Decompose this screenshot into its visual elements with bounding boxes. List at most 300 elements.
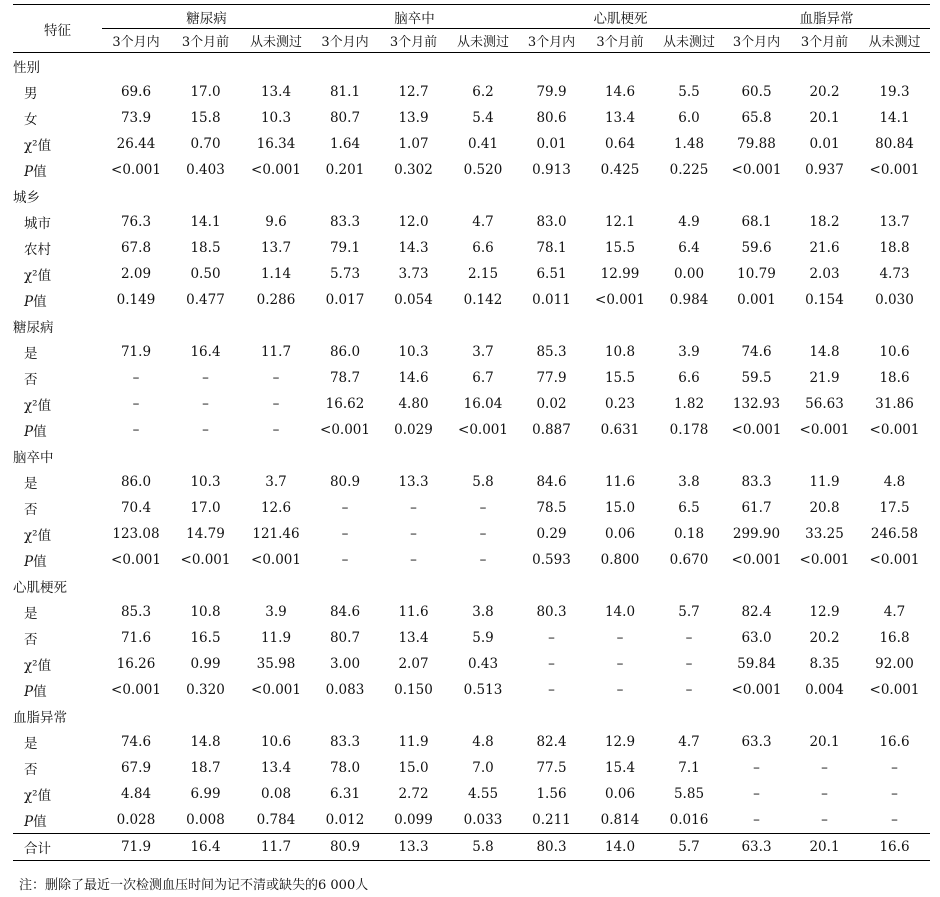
table-cell: 1.82 [673,396,705,412]
table-cell: – [548,630,555,646]
table-cell: 0.149 [116,292,156,308]
table-cell: 12.9 [604,734,636,750]
table-row [13,287,930,313]
table-cell: 1.64 [329,136,361,152]
table-cell: <0.001 [869,162,920,178]
table-cell: 79.1 [329,240,361,256]
row-label: 男 [24,86,38,102]
table-row [13,131,930,157]
table-cell: <0.001 [180,552,231,568]
table-cell: 14.3 [398,240,429,256]
table-cell: 65.8 [741,110,772,126]
table-row [13,209,930,235]
section-row [13,183,930,209]
table-cell: 18.7 [190,760,221,776]
table-cell: – [341,526,349,542]
table-cell: 13.4 [260,84,292,100]
table-cell: 5.85 [673,786,705,802]
table-cell: 5.9 [472,630,494,646]
table-cell: 84.6 [329,604,361,620]
group-header-diabetes: 糖尿病 [102,5,311,29]
table-cell: 18.2 [809,214,840,230]
table-cell: 5.73 [329,266,361,282]
table-cell: 83.3 [741,474,772,490]
section-title: 血脂异常 [13,710,67,726]
row-label: 是 [24,346,38,362]
table-cell: 4.84 [120,786,152,802]
table-cell: 0.425 [600,162,640,178]
total-cell: 63.3 [723,834,790,861]
table-cell: 33.25 [805,526,844,542]
table-cell: 12.7 [398,84,429,100]
row-label: 否 [24,372,38,388]
table-cell: – [685,656,693,672]
table-cell: 74.6 [120,734,152,750]
table-body [13,53,930,861]
table-row [13,781,930,807]
table-cell: – [202,422,209,438]
table-cell: 0.403 [186,162,225,178]
table-cell: 92.00 [875,656,914,672]
subheader-cell: 3个月前 [379,29,448,53]
table-cell: 4.73 [879,266,910,282]
table-cell: 6.6 [472,240,494,256]
row-label: P值 [24,554,47,570]
table-cell: – [616,656,624,672]
table-cell: 14.6 [604,84,636,100]
table-row [13,521,930,547]
table-cell: 82.4 [536,734,567,750]
table-cell: – [753,786,760,802]
table-cell: 0.142 [463,292,503,308]
table-cell: 1.48 [673,136,705,152]
section-row [13,313,930,339]
table-cell: 6.4 [678,240,700,256]
table-cell: 4.80 [398,396,429,412]
table-cell: 59.5 [741,370,772,386]
table-cell: – [132,396,140,412]
table-cell: 20.1 [809,734,840,750]
table-cell: 0.913 [532,162,571,178]
table-cell: <0.001 [458,422,508,438]
table-cell: 0.029 [394,422,433,438]
table-cell: 0.02 [536,396,567,412]
table-row [13,495,930,521]
table-cell: 6.5 [678,500,700,516]
table-cell: 0.012 [325,812,365,828]
data-table-container [13,4,930,861]
table-cell: 0.631 [600,422,640,438]
table-cell: 6.31 [329,786,361,802]
table-cell: 0.008 [186,812,225,828]
table-cell: 123.08 [112,526,160,542]
table-cell: 1.56 [536,786,567,802]
table-cell: 5.4 [472,110,494,126]
section-title: 脑卒中 [13,450,54,466]
table-cell: 84.6 [536,474,567,490]
table-cell: 0.028 [116,812,156,828]
table-cell: 15.5 [604,370,636,386]
table-cell: 16.34 [256,136,296,152]
table-cell: 79.9 [536,84,567,100]
table-cell: <0.001 [111,552,161,568]
table-cell: 0.320 [186,682,225,698]
table-cell: 4.8 [472,734,494,750]
table-cell: – [753,760,760,776]
table-cell: 0.083 [325,682,365,698]
table-cell: 61.7 [741,500,772,516]
table-cell: 2.72 [398,786,429,802]
table-cell: 0.887 [532,422,571,438]
table-cell: 0.286 [256,292,296,308]
table-cell: 14.79 [186,526,225,542]
section-title: 性别 [13,60,40,76]
table-cell: 3.8 [472,604,494,620]
table-cell: 10.6 [879,344,910,360]
table-cell: – [202,370,209,386]
table-cell: 80.3 [536,604,567,620]
table-cell: 20.2 [809,84,840,100]
table-row [13,677,930,703]
section-title: 心肌梗死 [13,580,67,596]
table-cell: – [685,682,693,698]
table-cell: 16.5 [190,630,221,646]
table-cell: 3.9 [678,344,700,360]
table-cell: 85.3 [536,344,567,360]
table-cell: – [821,786,828,802]
section-row [13,703,930,729]
table-cell: 0.011 [532,292,571,308]
table-cell: 1.14 [260,266,292,282]
row-label: 是 [24,476,38,492]
table-cell: 10.3 [260,110,292,126]
table-cell: 0.08 [260,786,292,802]
table-cell: 0.150 [394,682,433,698]
table-cell: 59.6 [741,240,772,256]
table-cell: 12.0 [398,214,429,230]
table-cell: 0.814 [600,812,640,828]
table-cell: <0.001 [731,422,782,438]
table-cell: 0.99 [190,656,221,672]
table-cell: 20.2 [809,630,840,646]
subheader-cell: 从未测过 [241,29,311,53]
table-cell: 15.5 [604,240,636,256]
table-cell: <0.001 [731,682,782,698]
table-cell: 13.4 [604,110,636,126]
table-row [13,755,930,781]
table-cell: 13.9 [398,110,429,126]
table-cell: 56.63 [805,396,844,412]
table-cell: 0.593 [532,552,571,568]
table-row [13,807,930,834]
table-cell: 12.1 [604,214,636,230]
table-cell: 74.6 [741,344,772,360]
table-cell: – [410,500,417,516]
table-cell: <0.001 [731,162,782,178]
table-cell: 1.07 [398,136,429,152]
table-cell: 0.50 [190,266,221,282]
row-label: P值 [24,814,47,830]
row-label: 城市 [24,216,51,232]
table-cell: 18.8 [879,240,910,256]
table-cell: 12.99 [600,266,640,282]
table-cell: 12.6 [260,500,292,516]
table-row [13,469,930,495]
table-cell: 0.43 [467,656,499,672]
table-cell: 7.0 [472,760,494,776]
subheader-cell: 3个月前 [170,29,241,53]
table-cell: 14.0 [604,604,636,620]
table-cell: 15.0 [398,760,429,776]
table-cell: 0.054 [394,292,433,308]
subheader-cell: 3个月前 [585,29,655,53]
total-row [13,834,930,861]
table-row [13,547,930,573]
table-cell: – [410,526,417,542]
table-cell: 12.9 [809,604,840,620]
table-cell: 0.670 [669,552,709,568]
table-cell: 2.09 [120,266,152,282]
table-cell: 11.6 [604,474,636,490]
table-row [13,157,930,183]
table-row [13,391,930,417]
table-cell: 0.178 [669,422,709,438]
row-label: P值 [24,294,47,310]
table-cell: 0.099 [394,812,433,828]
table-cell: 3.7 [472,344,494,360]
table-row [13,79,930,105]
table-cell: – [479,500,487,516]
table-cell: 0.937 [805,162,844,178]
table-cell: 63.0 [741,630,772,646]
table-cell: 69.6 [120,84,152,100]
table-cell: 14.1 [879,110,910,126]
table-cell: 299.90 [732,526,781,542]
table-cell: 4.7 [678,734,700,750]
row-label: χ²值 [24,268,52,284]
table-cell: – [821,760,828,776]
table-cell: 11.9 [398,734,429,750]
section-row [13,443,930,469]
table-cell: 16.26 [116,656,156,672]
table-cell: 0.030 [875,292,914,308]
table-cell: 6.7 [472,370,494,386]
table-cell: 2.07 [398,656,429,672]
table-cell: 85.3 [120,604,152,620]
table-cell: 18.6 [879,370,910,386]
row-label: 是 [24,736,38,752]
table-cell: 0.29 [536,526,567,542]
section-title: 糖尿病 [13,320,54,336]
table-cell: – [891,812,898,828]
table-cell: <0.001 [869,682,920,698]
table-cell: 11.7 [260,344,292,360]
table-row [13,261,930,287]
table-cell: 21.6 [809,240,840,256]
table-cell: <0.001 [251,682,301,698]
table-cell: 70.4 [120,500,152,516]
table-cell: 0.016 [669,812,709,828]
table-cell: 79.88 [737,136,776,152]
table-cell: 0.64 [604,136,636,152]
table-cell: 71.6 [120,630,152,646]
table-row [13,651,930,677]
table-cell: <0.001 [869,552,920,568]
subheader-cell: 3个月前 [790,29,859,53]
table-cell: 10.6 [260,734,292,750]
row-label: P值 [24,164,47,180]
table-cell: – [548,682,555,698]
table-cell: 80.7 [329,110,361,126]
table-row [13,235,930,261]
table-cell: 0.984 [669,292,709,308]
table-cell: 0.784 [256,812,296,828]
table-cell: 26.44 [116,136,156,152]
table-cell: – [548,656,555,672]
table-cell: 0.520 [463,162,503,178]
table-cell: 8.35 [809,656,840,672]
table-cell: – [616,630,624,646]
table-cell: 14.1 [190,214,221,230]
table-cell: <0.001 [251,552,301,568]
table-cell: 0.00 [673,266,705,282]
row-label: 否 [24,502,38,518]
feature-header: 特征 [13,5,102,53]
table-cell: 5.5 [678,84,700,100]
group-header-mi: 心肌梗死 [518,5,723,29]
table-cell: 78.1 [536,240,567,256]
section-row [13,573,930,599]
table-cell: 121.46 [252,526,300,542]
table-cell: 13.3 [398,474,429,490]
table-cell: – [202,396,209,412]
table-cell: 132.93 [732,396,781,412]
table-cell: 5.7 [678,604,700,620]
table-cell: 16.62 [325,396,365,412]
table-cell: 0.154 [805,292,844,308]
total-cell: 71.9 [102,834,170,861]
table-cell: <0.001 [111,682,161,698]
table-cell: 77.9 [536,370,567,386]
total-label: 合计 [13,834,102,861]
table-footnote: 注：删除了最近一次检测血压时间为记不清或缺失的6 000人 [19,878,369,893]
total-cell: 14.0 [585,834,655,861]
table-cell: 0.18 [673,526,705,542]
table-cell: 67.8 [120,240,152,256]
table-cell: 77.5 [536,760,567,776]
subheader-cell: 3个月内 [102,29,170,53]
table-cell: 6.99 [190,786,221,802]
row-label: χ²值 [24,658,52,674]
table-cell: 2.15 [467,266,499,282]
table-cell: 7.1 [678,760,700,776]
table-cell: 6.51 [536,266,567,282]
table-cell: 83.3 [329,214,361,230]
table-cell: 15.8 [190,110,221,126]
table-cell: 76.3 [120,214,152,230]
row-label: P值 [24,424,47,440]
table-cell: – [685,630,693,646]
table-row [13,365,930,391]
table-cell: 78.7 [329,370,361,386]
table-cell: 0.201 [325,162,365,178]
table-cell: <0.001 [799,552,850,568]
table-cell: 78.0 [329,760,361,776]
table-cell: 10.3 [190,474,221,490]
table-cell: 73.9 [120,110,152,126]
table-cell: 6.6 [678,370,700,386]
table-cell: 18.5 [190,240,221,256]
table-cell: 17.0 [190,500,221,516]
table-cell: 13.4 [398,630,429,646]
table-cell: – [341,500,349,516]
table-cell: 83.0 [536,214,567,230]
table-cell: – [272,370,280,386]
table-cell: 4.8 [883,474,906,490]
table-cell: 59.84 [737,656,776,672]
table-cell: 71.9 [120,344,152,360]
table-cell: 10.3 [398,344,429,360]
table-cell: 86.0 [329,344,361,360]
total-cell: 11.7 [241,834,311,861]
table-cell: 21.9 [809,370,840,386]
table-cell: 3.9 [265,604,287,620]
table-cell: 16.6 [879,734,910,750]
table-cell: 13.7 [879,214,910,230]
table-cell: 67.9 [120,760,152,776]
table-row [13,625,930,651]
total-cell: 80.9 [311,834,379,861]
total-cell: 80.3 [518,834,585,861]
subheader-cell: 3个月内 [723,29,790,53]
table-cell: 82.4 [741,604,772,620]
total-cell: 20.1 [790,834,859,861]
table-cell: 13.7 [260,240,292,256]
table-cell: 31.86 [875,396,914,412]
table-cell: 4.55 [467,786,499,802]
table-cell: – [479,552,487,568]
row-label: 女 [24,112,38,128]
table-cell: 0.302 [394,162,433,178]
total-cell: 5.7 [655,834,723,861]
table-cell: 14.6 [398,370,429,386]
table-cell: 83.3 [329,734,361,750]
table-cell: 81.1 [329,84,361,100]
table-cell: 19.3 [879,84,910,100]
table-cell: – [410,552,417,568]
table-cell: 35.98 [256,656,296,672]
total-cell: 5.8 [448,834,518,861]
table-cell: – [891,760,898,776]
row-label: P值 [24,684,47,700]
group-header-stroke: 脑卒中 [311,5,518,29]
group-header-dyslipidemia: 血脂异常 [723,5,930,29]
table-cell: 17.5 [879,500,910,516]
table-cell: 20.8 [809,500,840,516]
table-cell: 86.0 [120,474,152,490]
table-cell: <0.001 [799,422,850,438]
table-cell: 10.79 [737,266,776,282]
table-cell: 0.211 [532,812,571,828]
subheader-row [13,29,930,53]
table-cell: 0.06 [604,526,636,542]
row-label: 否 [24,762,38,778]
row-label: χ²值 [24,398,52,414]
section-title: 城乡 [13,190,40,206]
table-cell: – [753,812,760,828]
table-cell: – [132,370,140,386]
table-cell: 0.004 [805,682,844,698]
